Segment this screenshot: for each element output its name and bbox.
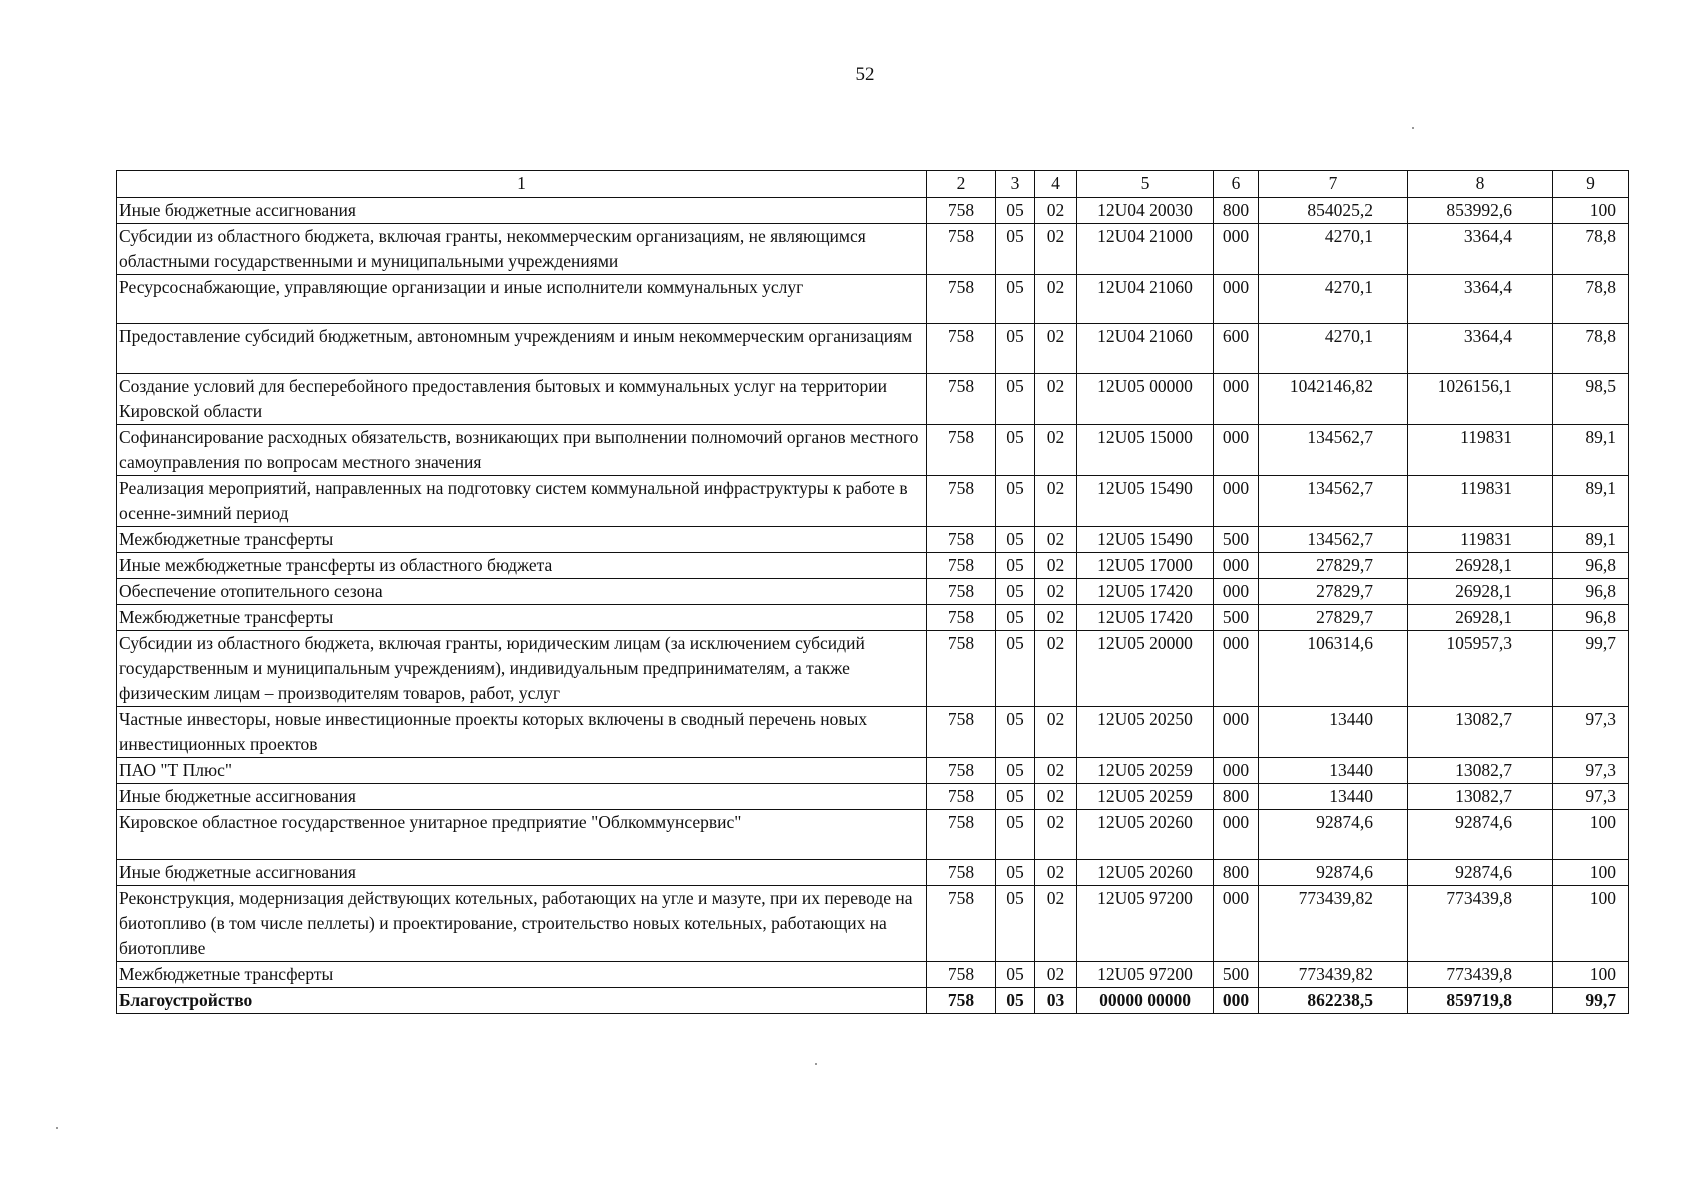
- cell-expense-type: 800: [1214, 860, 1259, 886]
- cell-name: Межбюджетные трансферты: [117, 605, 927, 631]
- cell-executed: 26928,1: [1408, 579, 1553, 605]
- cell-name: Реализация мероприятий, направленных на подготовку систем коммунальной инфраструктуры к работе в осенне-зимний период: [117, 476, 927, 527]
- cell-expense-type: 500: [1214, 527, 1259, 553]
- cell-subsection: 02: [1035, 631, 1077, 707]
- cell-percent: 97,3: [1553, 784, 1629, 810]
- cell-executed: 119831: [1408, 476, 1553, 527]
- header-col-1: 1: [117, 171, 927, 198]
- cell-percent: 89,1: [1553, 425, 1629, 476]
- cell-section: 05: [996, 784, 1035, 810]
- cell-target-article: 12U05 17420: [1077, 605, 1214, 631]
- table-row: [117, 988, 1629, 1014]
- cell-target-article: 12U04 21000: [1077, 224, 1214, 275]
- cell-target-article: 00000 00000: [1077, 988, 1214, 1014]
- cell-name: ПАО "Т Плюс": [117, 758, 927, 784]
- cell-planned: 13440: [1259, 784, 1408, 810]
- cell-subsection: 02: [1035, 425, 1077, 476]
- cell-code: 758: [927, 886, 996, 962]
- cell-subsection: 02: [1035, 275, 1077, 324]
- cell-section: 05: [996, 810, 1035, 860]
- cell-expense-type: 500: [1214, 962, 1259, 988]
- cell-expense-type: 000: [1214, 988, 1259, 1014]
- cell-section: 05: [996, 631, 1035, 707]
- header-col-5: 5: [1077, 171, 1214, 198]
- header-col-8: 8: [1408, 171, 1553, 198]
- cell-planned: 92874,6: [1259, 860, 1408, 886]
- cell-executed: 3364,4: [1408, 324, 1553, 374]
- cell-code: 758: [927, 425, 996, 476]
- cell-expense-type: 600: [1214, 324, 1259, 374]
- cell-expense-type: 000: [1214, 553, 1259, 579]
- cell-percent: 99,7: [1553, 631, 1629, 707]
- table-row: [117, 886, 1629, 962]
- cell-subsection: 02: [1035, 224, 1077, 275]
- cell-expense-type: 000: [1214, 579, 1259, 605]
- cell-subsection: 02: [1035, 860, 1077, 886]
- header-col-2: 2: [927, 171, 996, 198]
- scan-speck: [56, 1127, 58, 1129]
- cell-subsection: 02: [1035, 476, 1077, 527]
- cell-section: 05: [996, 962, 1035, 988]
- cell-section: 05: [996, 476, 1035, 527]
- table-row: [117, 860, 1629, 886]
- cell-name: Софинансирование расходных обязательств, возникающих при выполнении полномочий органов местного самоуправления по вопросам местного значения: [117, 425, 927, 476]
- cell-section: 05: [996, 860, 1035, 886]
- cell-percent: 78,8: [1553, 324, 1629, 374]
- cell-percent: 78,8: [1553, 224, 1629, 275]
- cell-executed: 26928,1: [1408, 553, 1553, 579]
- cell-section: 05: [996, 374, 1035, 425]
- cell-code: 758: [927, 962, 996, 988]
- cell-subsection: 03: [1035, 988, 1077, 1014]
- cell-executed: 1026156,1: [1408, 374, 1553, 425]
- cell-subsection: 02: [1035, 707, 1077, 758]
- cell-code: 758: [927, 476, 996, 527]
- cell-planned: 4270,1: [1259, 324, 1408, 374]
- cell-code: 758: [927, 784, 996, 810]
- scan-speck: [815, 1063, 817, 1065]
- cell-percent: 96,8: [1553, 579, 1629, 605]
- header-col-7: 7: [1259, 171, 1408, 198]
- cell-percent: 89,1: [1553, 527, 1629, 553]
- cell-planned: 4270,1: [1259, 275, 1408, 324]
- cell-target-article: 12U05 20259: [1077, 784, 1214, 810]
- table-row: [117, 810, 1629, 860]
- cell-executed: 13082,7: [1408, 707, 1553, 758]
- cell-planned: 773439,82: [1259, 962, 1408, 988]
- cell-section: 05: [996, 758, 1035, 784]
- cell-executed: 859719,8: [1408, 988, 1553, 1014]
- cell-subsection: 02: [1035, 374, 1077, 425]
- cell-percent: 100: [1553, 810, 1629, 860]
- cell-name: Межбюджетные трансферты: [117, 962, 927, 988]
- cell-expense-type: 000: [1214, 275, 1259, 324]
- cell-percent: 100: [1553, 198, 1629, 224]
- cell-name: Создание условий для бесперебойного предоставления бытовых и коммунальных услуг на территории Кировской области: [117, 374, 927, 425]
- cell-planned: 134562,7: [1259, 425, 1408, 476]
- cell-executed: 92874,6: [1408, 860, 1553, 886]
- cell-subsection: 02: [1035, 784, 1077, 810]
- cell-expense-type: 000: [1214, 810, 1259, 860]
- cell-name: Реконструкция, модернизация действующих котельных, работающих на угле и мазуте, при их переводе на биотопливо (в том числе пеллеты) и проектирование, строительство новых котельных, работающих на биотопливе: [117, 886, 927, 962]
- cell-name: Субсидии из областного бюджета, включая гранты, некоммерческим организациям, не являющимся областными государственными и муниципальными учреждениями: [117, 224, 927, 275]
- table-row: [117, 425, 1629, 476]
- cell-percent: 96,8: [1553, 605, 1629, 631]
- cell-code: 758: [927, 553, 996, 579]
- cell-planned: 92874,6: [1259, 810, 1408, 860]
- cell-percent: 98,5: [1553, 374, 1629, 425]
- cell-name: Ресурсоснабжающие, управляющие организации и иные исполнители коммунальных услуг: [117, 275, 927, 324]
- cell-executed: 119831: [1408, 425, 1553, 476]
- cell-code: 758: [927, 579, 996, 605]
- cell-name: Иные бюджетные ассигнования: [117, 784, 927, 810]
- cell-name: Иные бюджетные ассигнования: [117, 860, 927, 886]
- cell-target-article: 12U05 20250: [1077, 707, 1214, 758]
- cell-executed: 3364,4: [1408, 224, 1553, 275]
- header-col-6: 6: [1214, 171, 1259, 198]
- table-row: [117, 198, 1629, 224]
- cell-code: 758: [927, 988, 996, 1014]
- cell-code: 758: [927, 605, 996, 631]
- cell-code: 758: [927, 810, 996, 860]
- cell-name: Субсидии из областного бюджета, включая гранты, юридическим лицам (за исключением субсидий государственным и муниципальным учреждениям), индивидуальным предпринимателям, а также физическим лицам – производителям товаров, работ, услуг: [117, 631, 927, 707]
- cell-section: 05: [996, 579, 1035, 605]
- cell-code: 758: [927, 324, 996, 374]
- cell-expense-type: 800: [1214, 198, 1259, 224]
- cell-name: Кировское областное государственное унитарное предприятие "Облкоммунсервис": [117, 810, 927, 860]
- cell-subsection: 02: [1035, 962, 1077, 988]
- table-row: [117, 631, 1629, 707]
- cell-target-article: 12U05 20000: [1077, 631, 1214, 707]
- cell-expense-type: 000: [1214, 886, 1259, 962]
- page-number: 52: [855, 64, 875, 85]
- table-row: [117, 275, 1629, 324]
- cell-section: 05: [996, 527, 1035, 553]
- cell-code: 758: [927, 374, 996, 425]
- cell-subsection: 02: [1035, 527, 1077, 553]
- table-row: [117, 784, 1629, 810]
- cell-percent: 99,7: [1553, 988, 1629, 1014]
- cell-subsection: 02: [1035, 324, 1077, 374]
- table-row: [117, 579, 1629, 605]
- cell-code: 758: [927, 224, 996, 275]
- cell-target-article: 12U05 17000: [1077, 553, 1214, 579]
- cell-planned: 27829,7: [1259, 605, 1408, 631]
- cell-expense-type: 000: [1214, 476, 1259, 527]
- cell-executed: 3364,4: [1408, 275, 1553, 324]
- cell-target-article: 12U05 17420: [1077, 579, 1214, 605]
- cell-code: 758: [927, 758, 996, 784]
- cell-expense-type: 000: [1214, 707, 1259, 758]
- cell-code: 758: [927, 527, 996, 553]
- cell-executed: 92874,6: [1408, 810, 1553, 860]
- cell-planned: 134562,7: [1259, 527, 1408, 553]
- cell-subsection: 02: [1035, 198, 1077, 224]
- cell-executed: 105957,3: [1408, 631, 1553, 707]
- cell-target-article: 12U05 20260: [1077, 860, 1214, 886]
- cell-code: 758: [927, 198, 996, 224]
- header-col-4: 4: [1035, 171, 1077, 198]
- budget-table: [116, 170, 1629, 1014]
- cell-section: 05: [996, 553, 1035, 579]
- cell-planned: 4270,1: [1259, 224, 1408, 275]
- cell-section: 05: [996, 988, 1035, 1014]
- table-row: [117, 527, 1629, 553]
- cell-target-article: 12U05 20260: [1077, 810, 1214, 860]
- cell-name: Предоставление субсидий бюджетным, автономным учреждениям и иным некоммерческим организациям: [117, 324, 927, 374]
- cell-name: Иные межбюджетные трансферты из областного бюджета: [117, 553, 927, 579]
- cell-code: 758: [927, 707, 996, 758]
- cell-executed: 26928,1: [1408, 605, 1553, 631]
- cell-subsection: 02: [1035, 810, 1077, 860]
- cell-section: 05: [996, 425, 1035, 476]
- cell-percent: 96,8: [1553, 553, 1629, 579]
- cell-code: 758: [927, 275, 996, 324]
- cell-expense-type: 000: [1214, 758, 1259, 784]
- cell-executed: 119831: [1408, 527, 1553, 553]
- cell-section: 05: [996, 224, 1035, 275]
- cell-executed: 773439,8: [1408, 962, 1553, 988]
- cell-name: Благоустройство: [117, 988, 927, 1014]
- cell-executed: 853992,6: [1408, 198, 1553, 224]
- cell-name: Иные бюджетные ассигнования: [117, 198, 927, 224]
- cell-name: Обеспечение отопительного сезона: [117, 579, 927, 605]
- cell-planned: 13440: [1259, 758, 1408, 784]
- cell-planned: 134562,7: [1259, 476, 1408, 527]
- cell-target-article: 12U04 20030: [1077, 198, 1214, 224]
- table-row: [117, 758, 1629, 784]
- cell-subsection: 02: [1035, 605, 1077, 631]
- table-row: [117, 224, 1629, 275]
- header-row: [117, 171, 1629, 198]
- cell-code: 758: [927, 631, 996, 707]
- cell-percent: 89,1: [1553, 476, 1629, 527]
- header-col-3: 3: [996, 171, 1035, 198]
- cell-expense-type: 500: [1214, 605, 1259, 631]
- table-row: [117, 374, 1629, 425]
- table-row: [117, 605, 1629, 631]
- cell-planned: 13440: [1259, 707, 1408, 758]
- cell-planned: 862238,5: [1259, 988, 1408, 1014]
- table-row: [117, 707, 1629, 758]
- table-row: [117, 324, 1629, 374]
- cell-expense-type: 800: [1214, 784, 1259, 810]
- cell-section: 05: [996, 198, 1035, 224]
- cell-planned: 854025,2: [1259, 198, 1408, 224]
- cell-name: Межбюджетные трансферты: [117, 527, 927, 553]
- cell-name: Частные инвесторы, новые инвестиционные проекты которых включены в сводный перечень новых инвестиционных проектов: [117, 707, 927, 758]
- cell-planned: 27829,7: [1259, 553, 1408, 579]
- cell-percent: 100: [1553, 860, 1629, 886]
- cell-executed: 13082,7: [1408, 784, 1553, 810]
- cell-planned: 27829,7: [1259, 579, 1408, 605]
- header-col-9: 9: [1553, 171, 1629, 198]
- cell-percent: 100: [1553, 886, 1629, 962]
- cell-target-article: 12U04 21060: [1077, 275, 1214, 324]
- cell-percent: 97,3: [1553, 758, 1629, 784]
- cell-expense-type: 000: [1214, 425, 1259, 476]
- table-row: [117, 476, 1629, 527]
- cell-subsection: 02: [1035, 758, 1077, 784]
- cell-section: 05: [996, 707, 1035, 758]
- table-row: [117, 553, 1629, 579]
- cell-subsection: 02: [1035, 553, 1077, 579]
- cell-section: 05: [996, 886, 1035, 962]
- cell-expense-type: 000: [1214, 374, 1259, 425]
- cell-target-article: 12U05 15490: [1077, 527, 1214, 553]
- scan-speck: [1412, 127, 1414, 129]
- table-body: [117, 198, 1629, 1014]
- cell-subsection: 02: [1035, 579, 1077, 605]
- cell-executed: 773439,8: [1408, 886, 1553, 962]
- cell-section: 05: [996, 605, 1035, 631]
- cell-target-article: 12U05 97200: [1077, 962, 1214, 988]
- cell-planned: 106314,6: [1259, 631, 1408, 707]
- cell-percent: 78,8: [1553, 275, 1629, 324]
- cell-expense-type: 000: [1214, 631, 1259, 707]
- cell-target-article: 12U05 15000: [1077, 425, 1214, 476]
- cell-percent: 100: [1553, 962, 1629, 988]
- cell-target-article: 12U05 97200: [1077, 886, 1214, 962]
- cell-target-article: 12U05 00000: [1077, 374, 1214, 425]
- cell-expense-type: 000: [1214, 224, 1259, 275]
- table-row: [117, 962, 1629, 988]
- cell-target-article: 12U04 21060: [1077, 324, 1214, 374]
- cell-target-article: 12U05 20259: [1077, 758, 1214, 784]
- cell-target-article: 12U05 15490: [1077, 476, 1214, 527]
- cell-planned: 1042146,82: [1259, 374, 1408, 425]
- cell-percent: 97,3: [1553, 707, 1629, 758]
- cell-code: 758: [927, 860, 996, 886]
- cell-planned: 773439,82: [1259, 886, 1408, 962]
- cell-section: 05: [996, 324, 1035, 374]
- cell-section: 05: [996, 275, 1035, 324]
- cell-subsection: 02: [1035, 886, 1077, 962]
- cell-executed: 13082,7: [1408, 758, 1553, 784]
